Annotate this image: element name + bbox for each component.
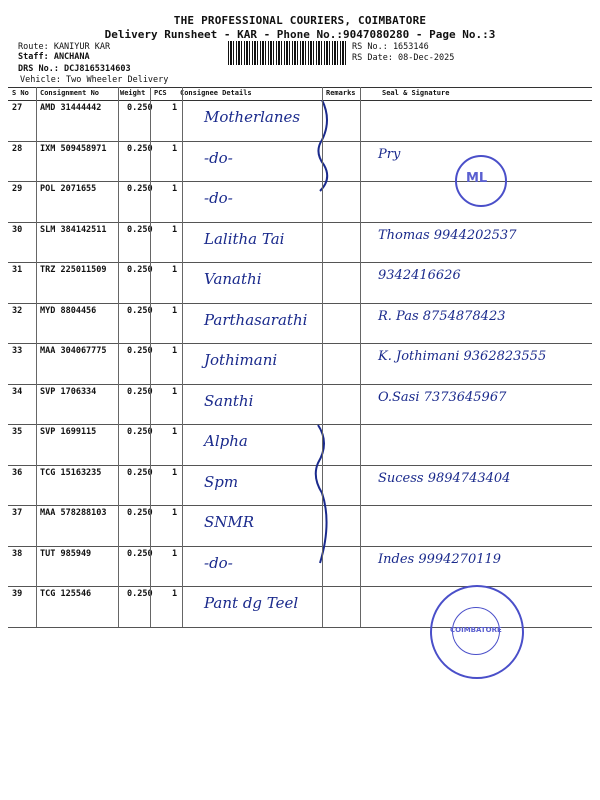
table-row	[8, 424, 592, 466]
vehicle-label: Vehicle: Two Wheeler Delivery	[20, 75, 169, 85]
row-sno: 33	[12, 346, 23, 356]
row-pcs: 1	[172, 589, 178, 599]
row-pcs: 1	[172, 508, 178, 518]
col-line-remarks	[360, 87, 361, 627]
table-row	[8, 100, 592, 142]
table-row	[8, 384, 592, 426]
table-row	[8, 546, 592, 588]
table-row	[8, 343, 592, 385]
row-weight: 0.250	[127, 224, 153, 235]
row-consignment: MAA 304067775	[40, 346, 107, 356]
row-sno: 28	[12, 143, 23, 154]
row-consignment: TRZ 225011509	[40, 265, 107, 275]
row-consignment: TCG 125546	[40, 589, 92, 599]
row-consignment: SLM 384142511	[40, 224, 107, 235]
row-weight: 0.250	[127, 143, 153, 154]
row-pcs: 1	[172, 305, 178, 316]
col-line-sno	[36, 87, 37, 627]
col-consignment: Consignment No	[40, 89, 100, 97]
row-consignment: SVP 1699115	[40, 427, 97, 437]
row-weight: 0.250	[127, 467, 153, 478]
row-consignee: Alpha	[204, 432, 248, 450]
row-weight: 0.250	[127, 265, 153, 275]
row-consignee: Jothimani	[204, 351, 278, 369]
row-pcs: 1	[172, 184, 178, 194]
row-weight: 0.250	[127, 589, 153, 599]
col-consignee: Consignee Details	[180, 89, 252, 97]
ml-stamp-text: ML	[466, 171, 488, 186]
row-pcs: 1	[172, 467, 178, 478]
row-consignment: SVP 1706334	[40, 386, 97, 397]
row-consignee: Santhi	[204, 391, 254, 410]
col-seal: Seal & Signature	[382, 89, 450, 97]
row-sno: 31	[12, 265, 23, 275]
row-weight: 0.250	[127, 305, 153, 316]
drs-number: DRS No.: DCJ8165314603	[18, 64, 131, 74]
row-pcs: 1	[172, 386, 178, 397]
row-signature: Sucess 9894743404	[378, 470, 511, 486]
row-pcs: 1	[172, 548, 178, 559]
row-consignment: TUT 985949	[40, 548, 92, 559]
barcode	[228, 41, 348, 65]
row-consignee: -do-	[204, 189, 233, 207]
row-consignee: SNMR	[204, 513, 255, 531]
runsheet-subtitle: Delivery Runsheet - KAR - Phone No.:9047080280 - Page No.:3	[104, 28, 496, 41]
row-weight: 0.250	[127, 386, 153, 397]
row-signature: Thomas 9944202537	[378, 227, 517, 243]
row-pcs: 1	[172, 143, 178, 154]
row-consignee: Parthasarathi	[204, 310, 308, 329]
row-signature: Pry	[378, 146, 401, 162]
row-weight: 0.250	[127, 548, 153, 559]
row-consignment: POL 2071655	[40, 184, 97, 194]
row-consignment: MYD 8804456	[40, 305, 97, 316]
row-consignment: TCG 15163235	[40, 467, 102, 478]
row-consignee: Vanathi	[204, 270, 262, 288]
row-consignee: -do-	[204, 553, 233, 572]
row-signature: 9342416626	[378, 268, 461, 283]
row-consignee: Spm	[204, 472, 239, 491]
row-sno: 27	[12, 103, 23, 113]
table-row	[8, 303, 592, 345]
row-sno: 39	[12, 589, 23, 599]
table-header	[8, 87, 592, 101]
company-title: THE PROFESSIONAL COURIERS, COIMBATORE	[173, 14, 427, 27]
row-sno: 36	[12, 467, 23, 478]
row-pcs: 1	[172, 265, 178, 275]
row-pcs: 1	[172, 103, 178, 113]
round-stamp-text: COIMBATORE	[450, 626, 502, 634]
row-weight: 0.250	[127, 427, 153, 437]
row-sno: 35	[12, 427, 23, 437]
col-line-weight	[150, 87, 151, 627]
row-pcs: 1	[172, 427, 178, 437]
table-row	[8, 465, 592, 507]
row-sno: 29	[12, 184, 23, 194]
row-signature: K. Jothimani 9362823555	[378, 349, 547, 364]
col-sno: S No	[12, 89, 29, 97]
row-pcs: 1	[172, 224, 178, 235]
col-remarks: Remarks	[326, 89, 356, 97]
row-weight: 0.250	[127, 103, 153, 113]
row-sno: 38	[12, 548, 23, 559]
table-row	[8, 222, 592, 264]
row-weight: 0.250	[127, 346, 153, 356]
row-sno: 32	[12, 305, 23, 316]
row-consignment: AMD 31444442	[40, 103, 102, 113]
row-signature: R. Pas 8754878423	[378, 308, 506, 324]
table-row	[8, 262, 592, 304]
row-signature: Indes 9994270119	[378, 551, 502, 567]
col-line-pcs	[182, 87, 183, 627]
row-weight: 0.250	[127, 508, 153, 518]
row-consignment: IXM 509458971	[40, 143, 107, 154]
row-consignee: Pant dg Teel	[204, 594, 299, 612]
row-weight: 0.250	[127, 184, 153, 194]
row-pcs: 1	[172, 346, 178, 356]
col-line-consignee	[322, 87, 323, 627]
row-consignee: -do-	[204, 148, 233, 167]
staff-label: Staff: ANCHANA	[18, 52, 90, 62]
row-consignee: Lalitha Tai	[204, 229, 285, 248]
row-consignment: MAA 578288103	[40, 508, 107, 518]
row-sno: 34	[12, 386, 23, 397]
rs-date: RS Date: 08-Dec-2025	[352, 53, 455, 63]
rs-number: RS No.: 1653146	[352, 42, 429, 52]
col-line-cons	[118, 87, 119, 627]
table-row	[8, 505, 592, 547]
col-weight: Weight	[120, 89, 146, 97]
row-sno: 37	[12, 508, 23, 518]
route-label: Route: KANIYUR KAR	[18, 42, 111, 52]
col-pcs: PCS	[154, 89, 167, 97]
row-signature: O.Sasi 7373645967	[378, 389, 507, 405]
row-sno: 30	[12, 224, 23, 235]
row-consignee: Motherlanes	[204, 108, 301, 126]
